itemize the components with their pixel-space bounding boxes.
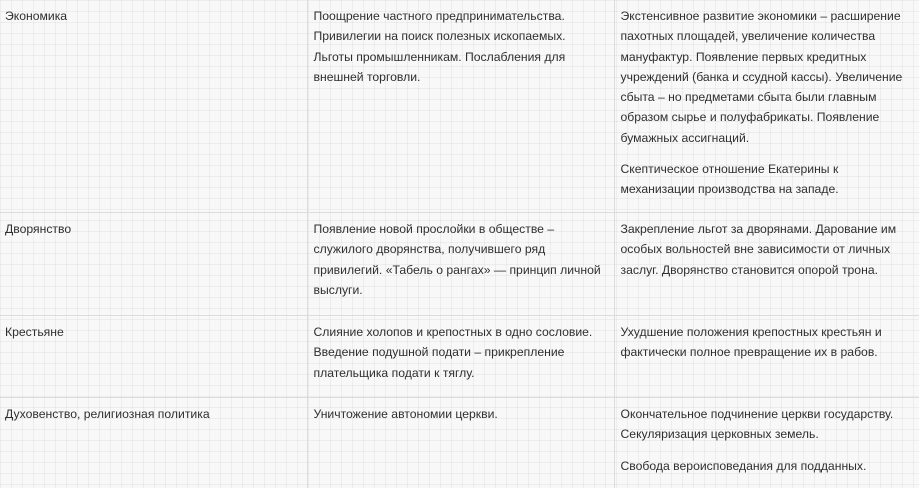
table-row [0, 0, 919, 213]
results-paragraph: Закрепление льгот за дворянами. Дарование им особых вольностей вне зависимости от личных заслуг. Дворянство становится опорой трона. [621, 219, 916, 280]
category-cell: Дворянство [0, 213, 307, 316]
table-row [0, 316, 919, 398]
table-row [0, 398, 919, 488]
results-cell [614, 398, 919, 488]
measures-cell: Появление новой прослойки в обществе – служилого дворянства, получившего ряд привилегий. «Табель о рангах» — принцип личной выслуги. [307, 213, 614, 316]
results-paragraph: Свобода вероисповедания для подданных. [621, 456, 916, 476]
results-paragraph: Скептическое отношение Екатерины к механизации производства на западе. [621, 159, 916, 200]
results-cell [614, 316, 919, 398]
results-paragraph: Экстенсивное развитие экономики – расширение пахотных площадей, увеличение количества мануфактур. Появление первых кредитных учреждений (банка и ссудной кассы). Увеличение сбыта – но предметами сбыта были главным образом сырье и полуфабрикаты. Появление бумажных ассигнаций. [621, 6, 916, 148]
category-cell: Духовенство, религиозная политика [0, 398, 307, 488]
table-row [0, 213, 919, 316]
category-cell: Крестьяне [0, 316, 307, 398]
results-cell [614, 0, 919, 213]
measures-cell: Слияние холопов и крепостных в одно сословие. Введение подушной подати – прикрепление плательщика подати к тяглу. [307, 316, 614, 398]
results-cell [614, 213, 919, 316]
results-paragraph: Ухудшение положения крепостных крестьян и фактически полное превращение их в рабов. [621, 322, 916, 363]
category-cell: Экономика [0, 0, 307, 213]
measures-cell: Уничтожение автономии церкви. [307, 398, 614, 488]
results-paragraph: Окончательное подчинение церкви государству. Секуляризация церковных земель. [621, 404, 916, 445]
measures-cell: Поощрение частного предпринимательства. Привилегии на поиск полезных ископаемых. Льготы промышленникам. Послабления для внешней торговли. [307, 0, 614, 213]
